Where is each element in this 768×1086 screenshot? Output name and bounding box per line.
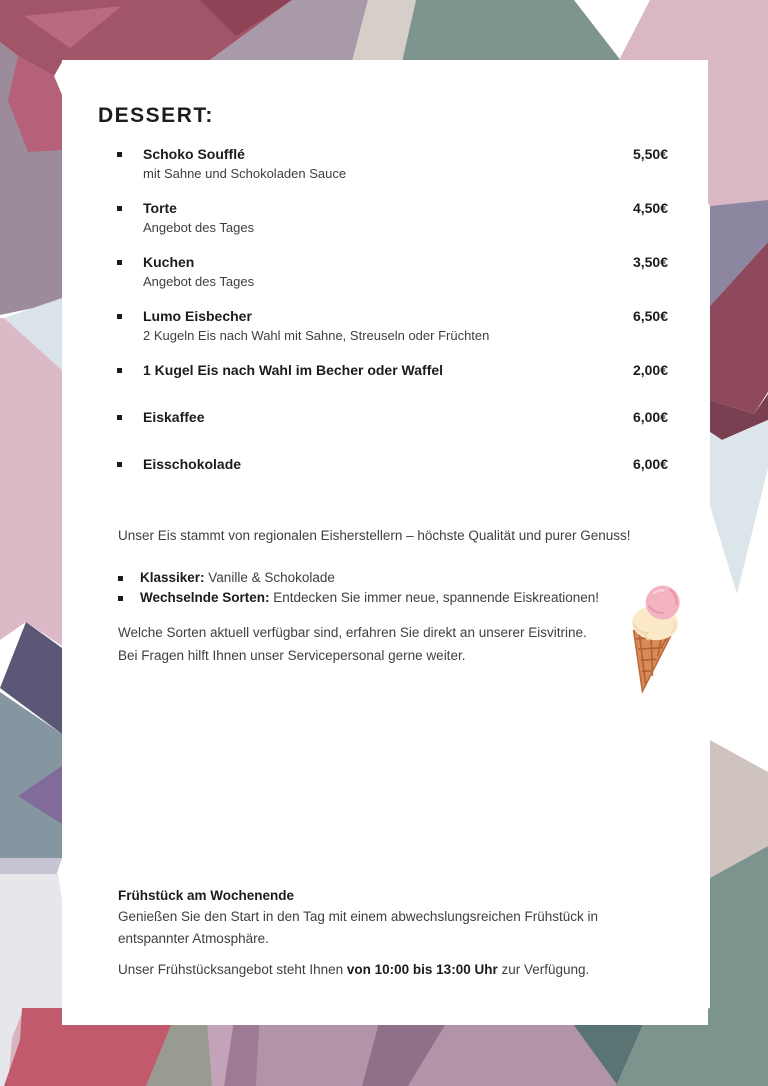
square-bullet-icon — [118, 576, 123, 581]
square-bullet-icon — [117, 152, 122, 157]
menu-item-price: 2,00€ — [632, 362, 668, 378]
menu-item-name: Eisschokolade — [143, 456, 242, 472]
menu-item-price: 5,50€ — [632, 146, 668, 162]
menu-item-name: Schoko Soufflé — [143, 146, 245, 162]
breakfast-hours: von 10:00 bis 13:00 Uhr — [346, 962, 498, 977]
flavor-description: Vanille & Schokolade — [204, 570, 335, 585]
breakfast-availability: Unser Frühstücksangebot steht Ihnen von 10:00 bis 13:00 Uhr zur Verfügung. — [118, 962, 590, 977]
menu-item-name: Torte — [143, 200, 177, 216]
square-bullet-icon — [117, 368, 122, 373]
menu-item — [117, 253, 668, 291]
menu-item-price: 6,50€ — [632, 308, 668, 324]
note-line-2: Bei Fragen hilft Ihnen unser Servicepersonal gerne weiter. — [118, 648, 466, 663]
flavor-description: Entdecken Sie immer neue, spannende Eiskreationen! — [269, 590, 599, 605]
menu-item-price: 4,50€ — [632, 200, 668, 216]
square-bullet-icon — [117, 206, 122, 211]
menu-item-name: Kuchen — [143, 254, 195, 270]
menu-item-name: 1 Kugel Eis nach Wahl im Becher oder Waffel — [143, 362, 444, 378]
square-bullet-icon — [117, 260, 122, 265]
menu-item-description: 2 Kugeln Eis nach Wahl mit Sahne, Streuseln oder Früchten — [143, 328, 490, 343]
menu-item-name: Eiskaffee — [143, 409, 205, 425]
menu-item — [117, 361, 668, 380]
square-bullet-icon — [117, 415, 122, 420]
menu-item-price: 3,50€ — [632, 254, 668, 270]
menu-item-name: Lumo Eisbecher — [143, 308, 252, 324]
menu-item — [117, 307, 668, 345]
menu-item — [117, 199, 668, 237]
square-bullet-icon — [117, 314, 122, 319]
flavor-label: Klassiker: — [140, 570, 205, 585]
breakfast-heading: Frühstück am Wochenende — [118, 888, 295, 903]
dessert-menu-list — [117, 145, 668, 502]
menu-item-description: mit Sahne und Schokoladen Sauce — [143, 166, 347, 181]
square-bullet-icon — [118, 596, 123, 601]
menu-card — [62, 60, 708, 1025]
ice-cream-info-section — [118, 526, 668, 667]
menu-item-description: Angebot des Tages — [143, 274, 255, 289]
menu-item — [117, 145, 668, 183]
menu-item-description: Angebot des Tages — [143, 220, 255, 235]
menu-item — [117, 408, 668, 427]
availability-note — [118, 621, 658, 667]
flavor-item — [118, 568, 668, 588]
flavor-item — [118, 588, 668, 608]
menu-item-price: 6,00€ — [632, 456, 668, 472]
breakfast-section — [118, 886, 668, 981]
square-bullet-icon — [117, 462, 122, 467]
ice-cream-intro: Unser Eis stammt von regionalen Eisherstellern – höchste Qualität und purer Genuss! — [118, 528, 631, 543]
flavor-label: Wechselnde Sorten: — [140, 590, 270, 605]
ice-cream-cone-icon — [616, 584, 690, 696]
menu-item — [117, 455, 668, 474]
breakfast-body: Genießen Sie den Start in den Tag mit einem abwechslungsreichen Frühstück in entspannter Atmosphäre. — [118, 909, 599, 946]
flavor-list — [118, 568, 668, 608]
note-line-1: Welche Sorten aktuell verfügbar sind, erfahren Sie direkt an unserer Eisvitrine. — [118, 625, 587, 640]
menu-item-price: 6,00€ — [632, 409, 668, 425]
page-title: DESSERT: — [98, 104, 214, 127]
